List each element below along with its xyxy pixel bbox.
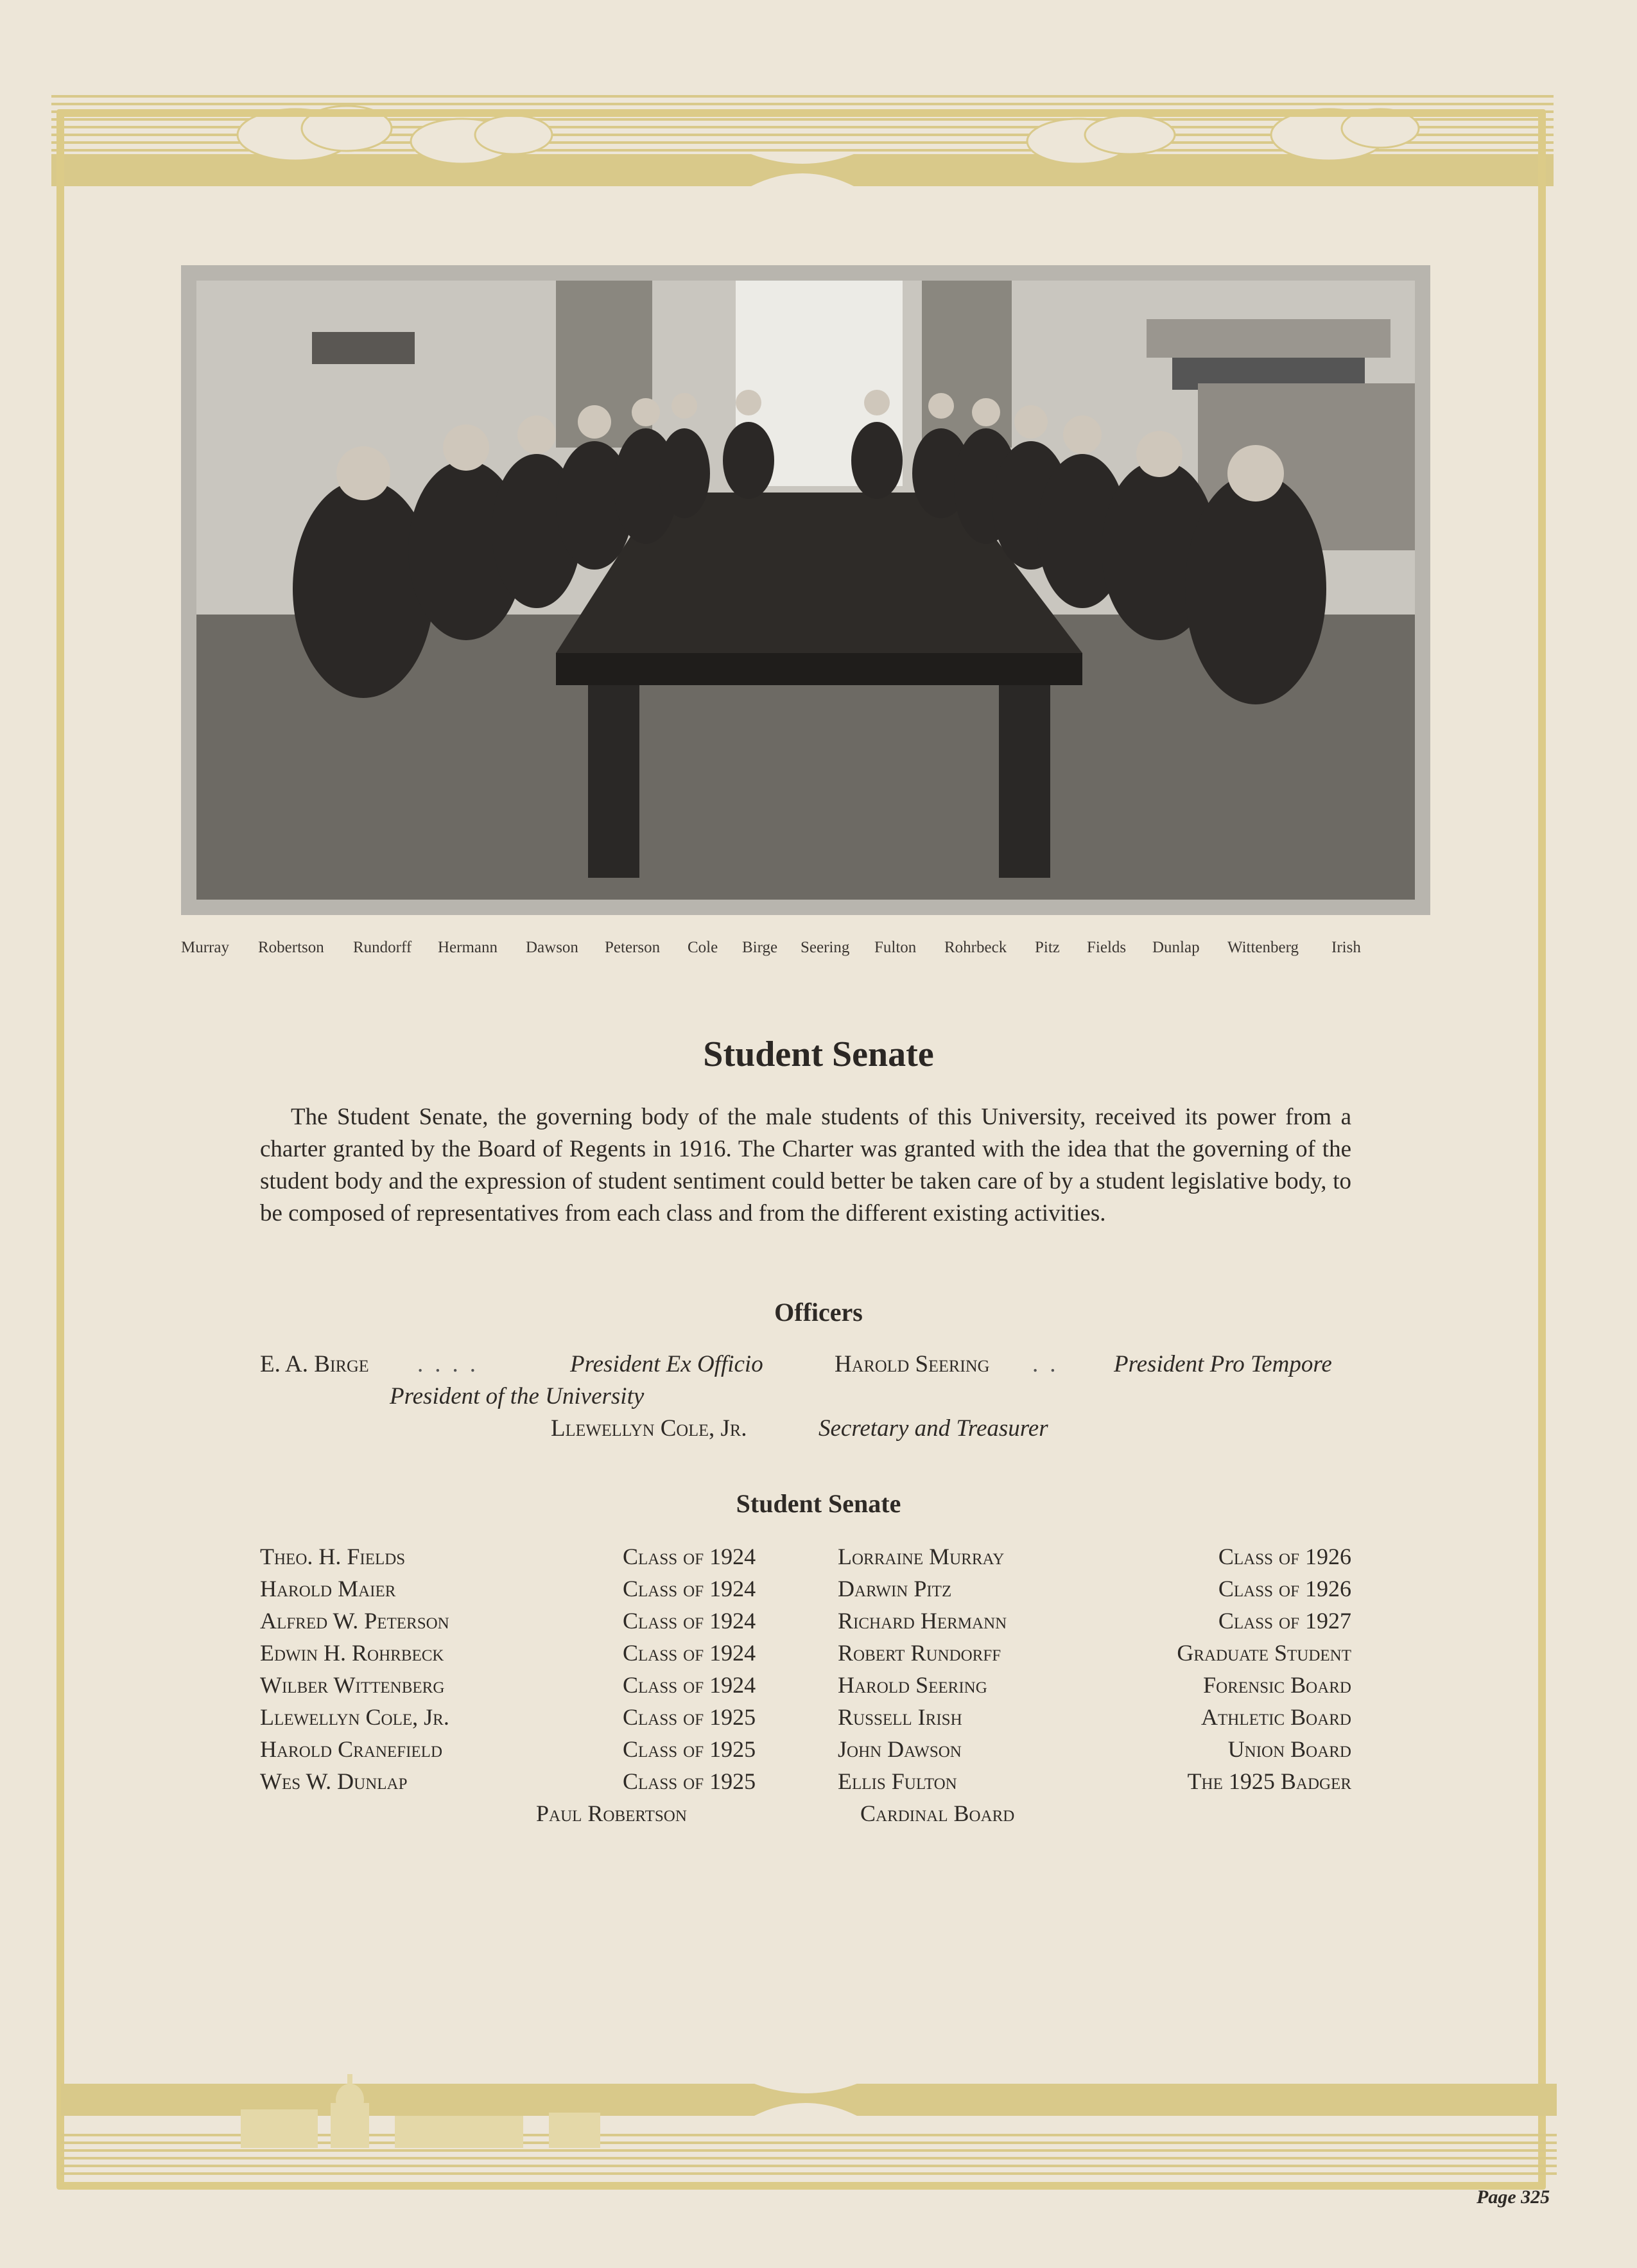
- page-number: Page 325: [1477, 2186, 1550, 2208]
- member-class: Class of 1924: [623, 1672, 756, 1698]
- officer-title: President Pro Tempore: [1114, 1351, 1332, 1377]
- member-row: [260, 1704, 1351, 1736]
- intro-text: The Student Senate, the governing body of the male students of this University, received its power from a charter granted by the Board of Regents in 1916. The Charter was granted with the idea that the governing of the student body and the expression of student sentiment could better be taken care of by a student legislative body, to be composed of representatives from each class and from the different existing activities.: [260, 1104, 1351, 1226]
- caption-name: Peterson: [605, 939, 661, 956]
- member-row: [260, 1639, 1351, 1671]
- member-class: Graduate Student: [1177, 1640, 1351, 1666]
- caption-name: Pitz: [1035, 939, 1060, 956]
- member-row: [260, 1607, 1351, 1639]
- member-name: Llewellyn Cole, Jr.: [260, 1704, 449, 1730]
- member-class: Cardinal Board: [860, 1801, 1015, 1826]
- officer-name: Harold Seering: [835, 1351, 990, 1377]
- caption-name: Robertson: [258, 939, 324, 956]
- caption-name: Dunlap: [1152, 939, 1200, 956]
- member-class: Class of 1925: [623, 1768, 756, 1794]
- member-class: Class of 1925: [623, 1704, 756, 1730]
- member-class: The 1925 Badger: [1187, 1768, 1351, 1794]
- page-title: Student Senate: [703, 1034, 934, 1074]
- member-class: Class of 1924: [623, 1576, 756, 1601]
- member-class: Union Board: [1227, 1736, 1351, 1762]
- member-name: Russell Irish: [838, 1704, 962, 1730]
- caption-name: Fulton: [874, 939, 917, 956]
- member-class: Athletic Board: [1201, 1704, 1351, 1730]
- group-photograph: [181, 265, 1430, 915]
- leader-dots: ....: [417, 1351, 487, 1377]
- officers-heading: Officers: [774, 1298, 863, 1327]
- caption-name: Rohrbeck: [944, 939, 1007, 956]
- member-name: Paul Robertson: [536, 1801, 687, 1826]
- member-name: Edwin H. Rohrbeck: [260, 1640, 444, 1666]
- member-class: Class of 1927: [1218, 1608, 1351, 1634]
- member-name: Wes W. Dunlap: [260, 1768, 408, 1794]
- member-class: Forensic Board: [1203, 1672, 1351, 1698]
- member-row: [260, 1736, 1351, 1768]
- officer-name: E. A. Birge: [260, 1351, 369, 1377]
- member-name: Harold Seering: [838, 1672, 987, 1698]
- member-name: Wilber Wittenberg: [260, 1672, 445, 1698]
- member-name: Harold Cranefield: [260, 1736, 442, 1762]
- member-name: Theo. H. Fields: [260, 1544, 406, 1569]
- member-class: Class of 1924: [623, 1640, 756, 1666]
- member-name: Alfred W. Peterson: [260, 1608, 449, 1634]
- member-class: Class of 1926: [1218, 1576, 1351, 1601]
- caption-name: Cole: [688, 939, 718, 956]
- member-row: [260, 1768, 1351, 1800]
- member-row: [260, 1543, 1351, 1575]
- photo-caption-names: [181, 939, 1362, 964]
- member-name: John Dawson: [838, 1736, 962, 1762]
- member-row-last: [536, 1800, 1114, 1832]
- member-class: Class of 1924: [623, 1608, 756, 1634]
- member-name: Darwin Pitz: [838, 1576, 952, 1601]
- intro-paragraph: [260, 1101, 1351, 1230]
- members-heading: Student Senate: [736, 1489, 901, 1518]
- caption-name: Irish: [1331, 939, 1361, 956]
- member-class: Class of 1925: [623, 1736, 756, 1762]
- caption-name: Wittenberg: [1227, 939, 1299, 956]
- caption-name: Birge: [742, 939, 778, 956]
- caption-name: Seering: [801, 939, 850, 956]
- leader-dots: ..: [1032, 1351, 1068, 1377]
- member-class: Class of 1926: [1218, 1544, 1351, 1569]
- caption-name: Hermann: [438, 939, 498, 956]
- caption-name: Rundorff: [353, 939, 412, 956]
- caption-name: Fields: [1087, 939, 1127, 956]
- member-row: [260, 1671, 1351, 1704]
- member-name: Harold Maier: [260, 1576, 396, 1601]
- caption-name: Murray: [181, 939, 229, 956]
- member-name: Richard Hermann: [838, 1608, 1007, 1634]
- officer-name: Llewellyn Cole, Jr.: [551, 1415, 747, 1442]
- member-name: Lorraine Murray: [838, 1544, 1005, 1569]
- member-class: Class of 1924: [623, 1544, 756, 1569]
- member-row: [260, 1575, 1351, 1607]
- caption-name: Dawson: [526, 939, 578, 956]
- member-name: Ellis Fulton: [838, 1768, 957, 1794]
- member-name: Robert Rundorff: [838, 1640, 1001, 1666]
- bottom-border-ornament: [61, 2064, 1557, 2177]
- officer-title: Secretary and Treasurer: [818, 1415, 1048, 1442]
- officer-subtitle: President of the University: [390, 1383, 645, 1409]
- officer-title: President Ex Officio: [570, 1351, 763, 1377]
